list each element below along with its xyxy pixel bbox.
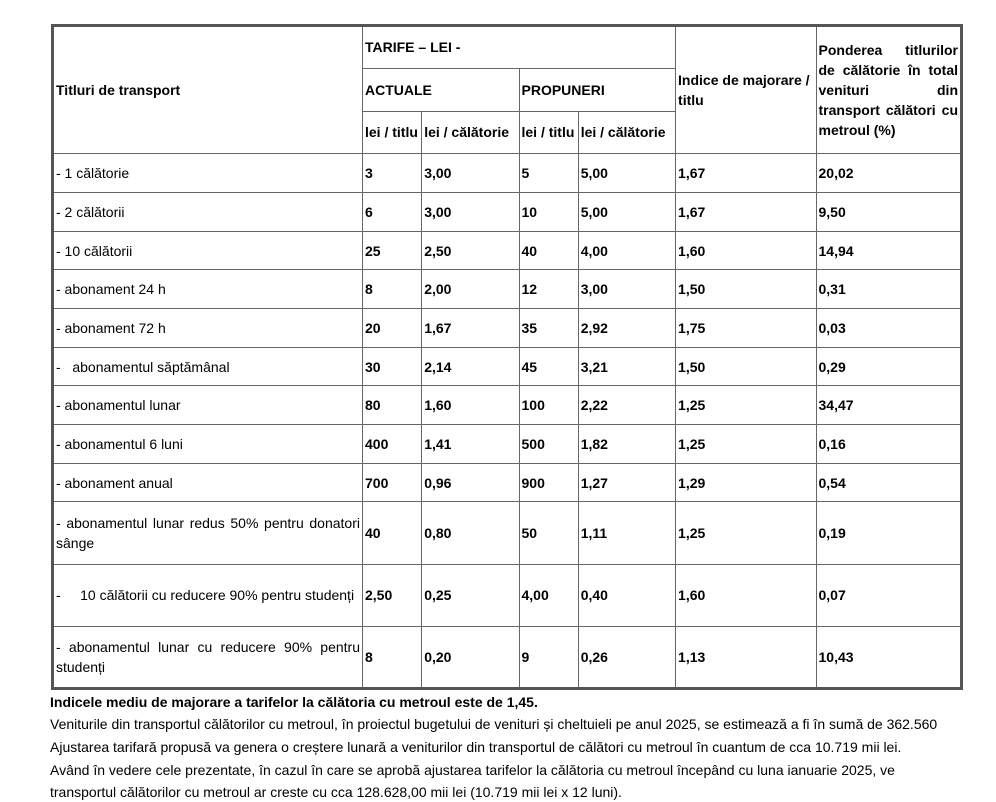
row-actual-lei-calatorie: 2,00 [422, 270, 519, 309]
row-propus-lei-calatorie: 5,00 [578, 192, 675, 231]
row-actual-lei-calatorie: 2,14 [422, 347, 519, 386]
row-indice: 1,60 [676, 564, 816, 626]
row-indice: 1,67 [676, 154, 816, 193]
header-tarife: TARIFE – LEI - [363, 26, 676, 69]
table-row [53, 309, 962, 348]
table-row [53, 502, 962, 564]
row-name: - 10 călătorii [53, 231, 363, 270]
row-pondere: 0,19 [816, 502, 962, 564]
row-indice: 1,60 [676, 231, 816, 270]
row-propus-lei-calatorie: 1,82 [578, 425, 675, 464]
header-indice: Indice de majorare / titlu [676, 26, 816, 154]
row-propus-lei-calatorie: 2,22 [578, 386, 675, 425]
header-actuale: ACTUALE [363, 68, 520, 111]
row-pondere: 0,31 [816, 270, 962, 309]
row-actual-lei-titlu: 8 [363, 270, 422, 309]
header-propuneri: PROPUNERI [519, 68, 676, 111]
row-actual-lei-titlu: 400 [363, 425, 422, 464]
monthly-increase-text: Ajustarea tarifară propusă va genera o creștere lunară a veniturilor din transportul de călători cu metroul în cuantum de cca 10.719 mii lei. [50, 739, 902, 755]
row-name: - abonamentul lunar redus 50% pentru donatori sânge [53, 502, 363, 564]
row-pondere: 34,47 [816, 386, 962, 425]
row-actual-lei-titlu: 40 [363, 502, 422, 564]
row-propus-lei-calatorie: 0,40 [578, 564, 675, 626]
row-propus-lei-titlu: 5 [519, 154, 578, 193]
row-indice: 1,13 [676, 626, 816, 688]
row-name: - abonamentul săptămânal [53, 347, 363, 386]
row-indice: 1,25 [676, 502, 816, 564]
row-propus-lei-titlu: 100 [519, 386, 578, 425]
row-pondere: 20,02 [816, 154, 962, 193]
table-row [53, 425, 962, 464]
row-propus-lei-titlu: 35 [519, 309, 578, 348]
row-indice: 1,29 [676, 463, 816, 502]
row-actual-lei-titlu: 8 [363, 626, 422, 688]
table-row [53, 386, 962, 425]
row-indice: 1,50 [676, 347, 816, 386]
table-row [53, 154, 962, 193]
row-actual-lei-calatorie: 0,25 [422, 564, 519, 626]
row-actual-lei-calatorie: 1,67 [422, 309, 519, 348]
row-pondere: 9,50 [816, 192, 962, 231]
header-lei-titlu-propuneri: lei / titlu [519, 111, 578, 154]
annual-increase-text: transportul călătorilor cu metroul ar creste cu cca 128.628,00 mii lei (10.719 mii lei x 12 luni). [50, 784, 622, 800]
row-propus-lei-calatorie: 3,00 [578, 270, 675, 309]
row-propus-lei-titlu: 45 [519, 347, 578, 386]
row-indice: 1,75 [676, 309, 816, 348]
header-lei-calatorie-propuneri: lei / călătorie [578, 111, 675, 154]
row-actual-lei-titlu: 30 [363, 347, 422, 386]
row-propus-lei-calatorie: 5,00 [578, 154, 675, 193]
row-propus-lei-calatorie: 2,92 [578, 309, 675, 348]
row-name: - abonament anual [53, 463, 363, 502]
table-row [53, 231, 962, 270]
row-actual-lei-titlu: 25 [363, 231, 422, 270]
row-name: - abonament 24 h [53, 270, 363, 309]
table-row [53, 463, 962, 502]
row-name: - 1 călătorie [53, 154, 363, 193]
row-propus-lei-titlu: 900 [519, 463, 578, 502]
row-indice: 1,25 [676, 425, 816, 464]
row-actual-lei-titlu: 80 [363, 386, 422, 425]
row-actual-lei-calatorie: 1,60 [422, 386, 519, 425]
row-name: - abonamentul 6 luni [53, 425, 363, 464]
considering-text: Având în vedere cele prezentate, în cazul în care se aprobă ajustarea tarifelor la călătoria cu metroul începând cu luna ianuarie 2025, ve [50, 762, 895, 778]
table-row [53, 347, 962, 386]
row-actual-lei-titlu: 20 [363, 309, 422, 348]
tariff-table [51, 24, 963, 690]
row-pondere: 0,07 [816, 564, 962, 626]
row-propus-lei-calatorie: 4,00 [578, 231, 675, 270]
row-pondere: 0,29 [816, 347, 962, 386]
row-propus-lei-titlu: 40 [519, 231, 578, 270]
header-lei-titlu-actuale: lei / titlu [363, 111, 422, 154]
row-indice: 1,25 [676, 386, 816, 425]
row-actual-lei-titlu: 700 [363, 463, 422, 502]
row-name: - 2 călătorii [53, 192, 363, 231]
row-name: - abonamentul lunar [53, 386, 363, 425]
row-actual-lei-calatorie: 2,50 [422, 231, 519, 270]
row-propus-lei-titlu: 12 [519, 270, 578, 309]
summary-index-text: Indicele mediu de majorare a tarifelor la călătoria cu metroul este de 1,45. [50, 694, 538, 710]
table-row [53, 626, 962, 688]
row-propus-lei-titlu: 10 [519, 192, 578, 231]
row-pondere: 14,94 [816, 231, 962, 270]
row-actual-lei-calatorie: 0,96 [422, 463, 519, 502]
table-row [53, 564, 962, 626]
row-actual-lei-titlu: 3 [363, 154, 422, 193]
header-lei-calatorie-actuale: lei / călătorie [422, 111, 519, 154]
row-name: - abonament 72 h [53, 309, 363, 348]
row-indice: 1,50 [676, 270, 816, 309]
row-pondere: 0,16 [816, 425, 962, 464]
row-propus-lei-calatorie: 1,11 [578, 502, 675, 564]
revenue-estimate-text: Veniturile din transportul călătorilor cu metroul, în proiectul bugetului de venituri și cheltuieli pe anul 2025, se estimează a fi în sumă de 362.560 [50, 716, 938, 732]
row-propus-lei-calatorie: 3,21 [578, 347, 675, 386]
row-pondere: 0,54 [816, 463, 962, 502]
row-propus-lei-calatorie: 0,26 [578, 626, 675, 688]
row-actual-lei-titlu: 2,50 [363, 564, 422, 626]
header-ponderea: Ponderea titlurilor de călătorie în total venituri din transport călători cu metroul (%) [816, 26, 962, 154]
row-actual-lei-calatorie: 3,00 [422, 192, 519, 231]
row-pondere: 10,43 [816, 626, 962, 688]
row-propus-lei-titlu: 50 [519, 502, 578, 564]
header-titluri: Titluri de transport [53, 26, 363, 154]
row-propus-lei-titlu: 9 [519, 626, 578, 688]
row-actual-lei-titlu: 6 [363, 192, 422, 231]
table-row [53, 192, 962, 231]
row-actual-lei-calatorie: 3,00 [422, 154, 519, 193]
row-name: - abonamentul lunar cu reducere 90% pentru studenți [53, 626, 363, 688]
row-actual-lei-calatorie: 0,20 [422, 626, 519, 688]
table-row [53, 270, 962, 309]
row-propus-lei-calatorie: 1,27 [578, 463, 675, 502]
row-actual-lei-calatorie: 1,41 [422, 425, 519, 464]
row-propus-lei-titlu: 4,00 [519, 564, 578, 626]
row-pondere: 0,03 [816, 309, 962, 348]
row-name: - 10 călătorii cu reducere 90% pentru studenți [53, 564, 363, 626]
row-actual-lei-calatorie: 0,80 [422, 502, 519, 564]
row-indice: 1,67 [676, 192, 816, 231]
row-propus-lei-titlu: 500 [519, 425, 578, 464]
